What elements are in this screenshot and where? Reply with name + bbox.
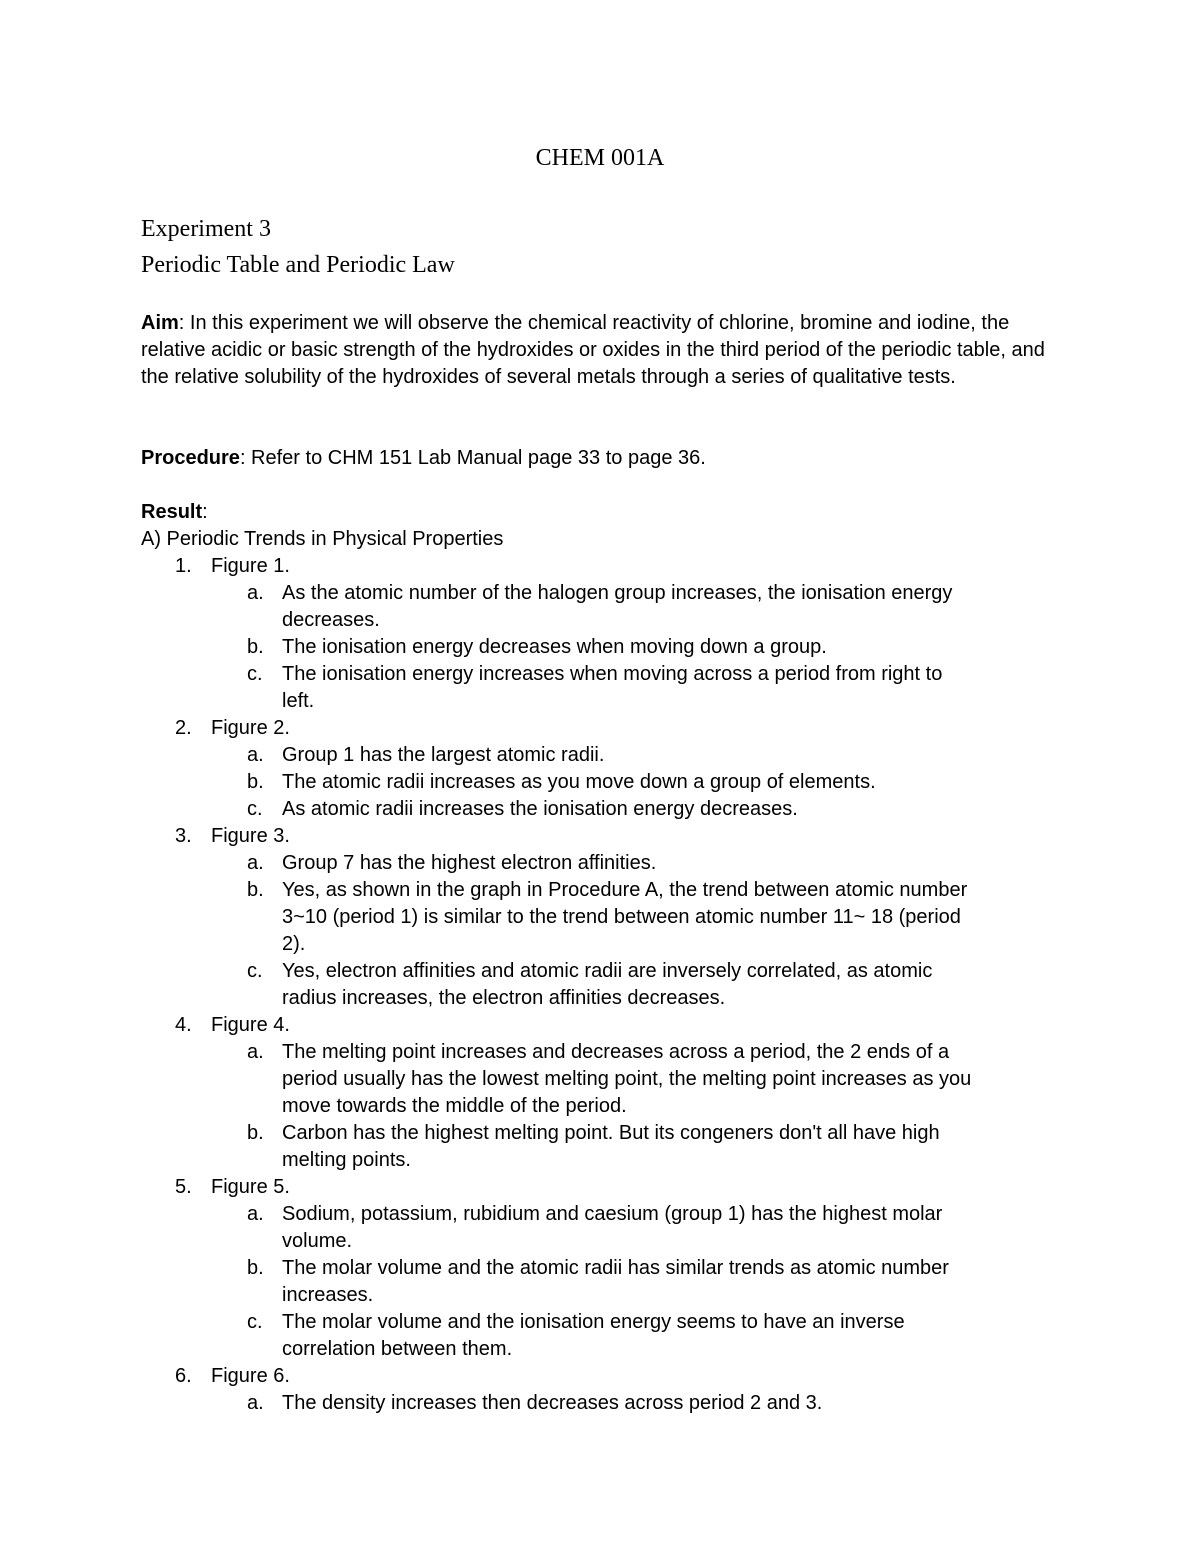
- figure-label: Figure 2.: [211, 717, 290, 739]
- list-item-text: The molar volume and the ionisation energy seems to have an inverse correlation between them.: [282, 1311, 905, 1360]
- result-label: Result: [141, 501, 203, 523]
- list-item: [211, 1390, 980, 1417]
- list-item-letter: c.: [247, 663, 263, 685]
- figure-sub-list: [211, 850, 1061, 1012]
- list-item-letter: a.: [247, 1041, 264, 1063]
- list-item-text: As the atomic number of the halogen group increases, the ionisation energy decreases.: [282, 582, 953, 631]
- list-item-letter: c.: [247, 1311, 263, 1333]
- figures-list: [141, 553, 1061, 1417]
- figure-item-4: [141, 1012, 1061, 1174]
- figure-label: Figure 4.: [211, 1014, 290, 1036]
- figure-item-6: [141, 1363, 1061, 1417]
- list-item: [211, 877, 980, 958]
- list-item-letter: a.: [247, 852, 264, 874]
- list-item-text: Yes, as shown in the graph in Procedure A, the trend between atomic number 3~10 (period 1) is similar to the trend between atomic number 11~ 18 (period 2).: [282, 879, 968, 955]
- figure-item-2: [141, 715, 1061, 823]
- course-title: CHEM 001A: [535, 145, 665, 171]
- procedure-text: : Refer to CHM 151 Lab Manual page 33 to page 36.: [239, 447, 706, 469]
- list-item-letter: b.: [247, 771, 264, 793]
- result-colon: :: [202, 501, 208, 523]
- procedure-paragraph: [141, 445, 1061, 472]
- list-item: [211, 769, 980, 796]
- aim-label: Aim: [141, 312, 179, 334]
- list-item-text: Carbon has the highest melting point. But its congeners don't all have high melting points.: [282, 1122, 940, 1171]
- figure-sub-list: [211, 580, 1061, 715]
- figure-number: 3.: [175, 825, 192, 847]
- list-item: [211, 1309, 980, 1363]
- list-item: [211, 958, 980, 1012]
- list-item: [211, 634, 980, 661]
- list-item-text: The density increases then decreases across period 2 and 3.: [282, 1392, 823, 1414]
- figure-number: 5.: [175, 1176, 192, 1198]
- procedure-label: Procedure: [141, 447, 240, 469]
- figure-sub-list: [211, 742, 1061, 823]
- list-item-text: The ionisation energy decreases when moving down a group.: [282, 636, 827, 658]
- figure-label: Figure 6.: [211, 1365, 290, 1387]
- list-item-text: Group 7 has the highest electron affinities.: [282, 852, 657, 874]
- list-item-letter: c.: [247, 798, 263, 820]
- list-item-letter: b.: [247, 636, 264, 658]
- aim-text: : In this experiment we will observe the chemical reactivity of chlorine, bromine and iodine, the relative acidic or basic strength of the hydroxides or oxides in the third period of the periodic table, and the relative solubility of the hydroxides of several metals through a series of qualitative tests.: [141, 312, 1045, 388]
- list-item-letter: b.: [247, 1122, 264, 1144]
- figure-label: Figure 5.: [211, 1176, 290, 1198]
- list-item-letter: a.: [247, 1203, 264, 1225]
- list-item: [211, 661, 980, 715]
- result-heading: [141, 499, 1061, 526]
- section-a-heading: A) Periodic Trends in Physical Properties: [141, 528, 504, 550]
- list-item: [211, 1255, 980, 1309]
- list-item-text: The atomic radii increases as you move down a group of elements.: [282, 771, 876, 793]
- list-item-letter: b.: [247, 879, 264, 901]
- list-item: [211, 1039, 980, 1120]
- list-item-letter: a.: [247, 1392, 264, 1414]
- list-item-letter: b.: [247, 1257, 264, 1279]
- list-item: [211, 1201, 980, 1255]
- figure-label: Figure 3.: [211, 825, 290, 847]
- figure-number: 6.: [175, 1365, 192, 1387]
- list-item-text: The melting point increases and decreases across a period, the 2 ends of a period usually has the lowest melting point, the melting point increases as you move towards the middle of the period.: [282, 1041, 972, 1117]
- list-item-letter: c.: [247, 960, 263, 982]
- figure-number: 2.: [175, 717, 192, 739]
- figure-item-5: [141, 1174, 1061, 1363]
- list-item: [211, 850, 980, 877]
- experiment-heading: Experiment 3: [141, 216, 271, 242]
- list-item-text: As atomic radii increases the ionisation energy decreases.: [282, 798, 798, 820]
- figure-sub-list: [211, 1201, 1061, 1363]
- list-item-letter: a.: [247, 582, 264, 604]
- figure-number: 4.: [175, 1014, 192, 1036]
- figure-sub-list: [211, 1039, 1061, 1174]
- list-item-text: Sodium, potassium, rubidium and caesium (group 1) has the highest molar volume.: [282, 1203, 943, 1252]
- figure-label: Figure 1.: [211, 555, 290, 577]
- aim-paragraph: [141, 310, 1061, 391]
- list-item-text: The ionisation energy increases when moving across a period from right to left.: [282, 663, 943, 712]
- list-item-letter: a.: [247, 744, 264, 766]
- list-item: [211, 1120, 980, 1174]
- list-item: [211, 796, 980, 823]
- figure-item-3: [141, 823, 1061, 1012]
- figure-item-1: [141, 553, 1061, 715]
- list-item: [211, 580, 980, 634]
- list-item: [211, 742, 980, 769]
- list-item-text: Group 1 has the largest atomic radii.: [282, 744, 605, 766]
- figure-number: 1.: [175, 555, 192, 577]
- figure-sub-list: [211, 1390, 1061, 1417]
- list-item-text: Yes, electron affinities and atomic radii are inversely correlated, as atomic radius increases, the electron affinities decreases.: [282, 960, 933, 1009]
- experiment-subtitle: Periodic Table and Periodic Law: [141, 252, 455, 278]
- list-item-text: The molar volume and the atomic radii has similar trends as atomic number increases.: [282, 1257, 949, 1306]
